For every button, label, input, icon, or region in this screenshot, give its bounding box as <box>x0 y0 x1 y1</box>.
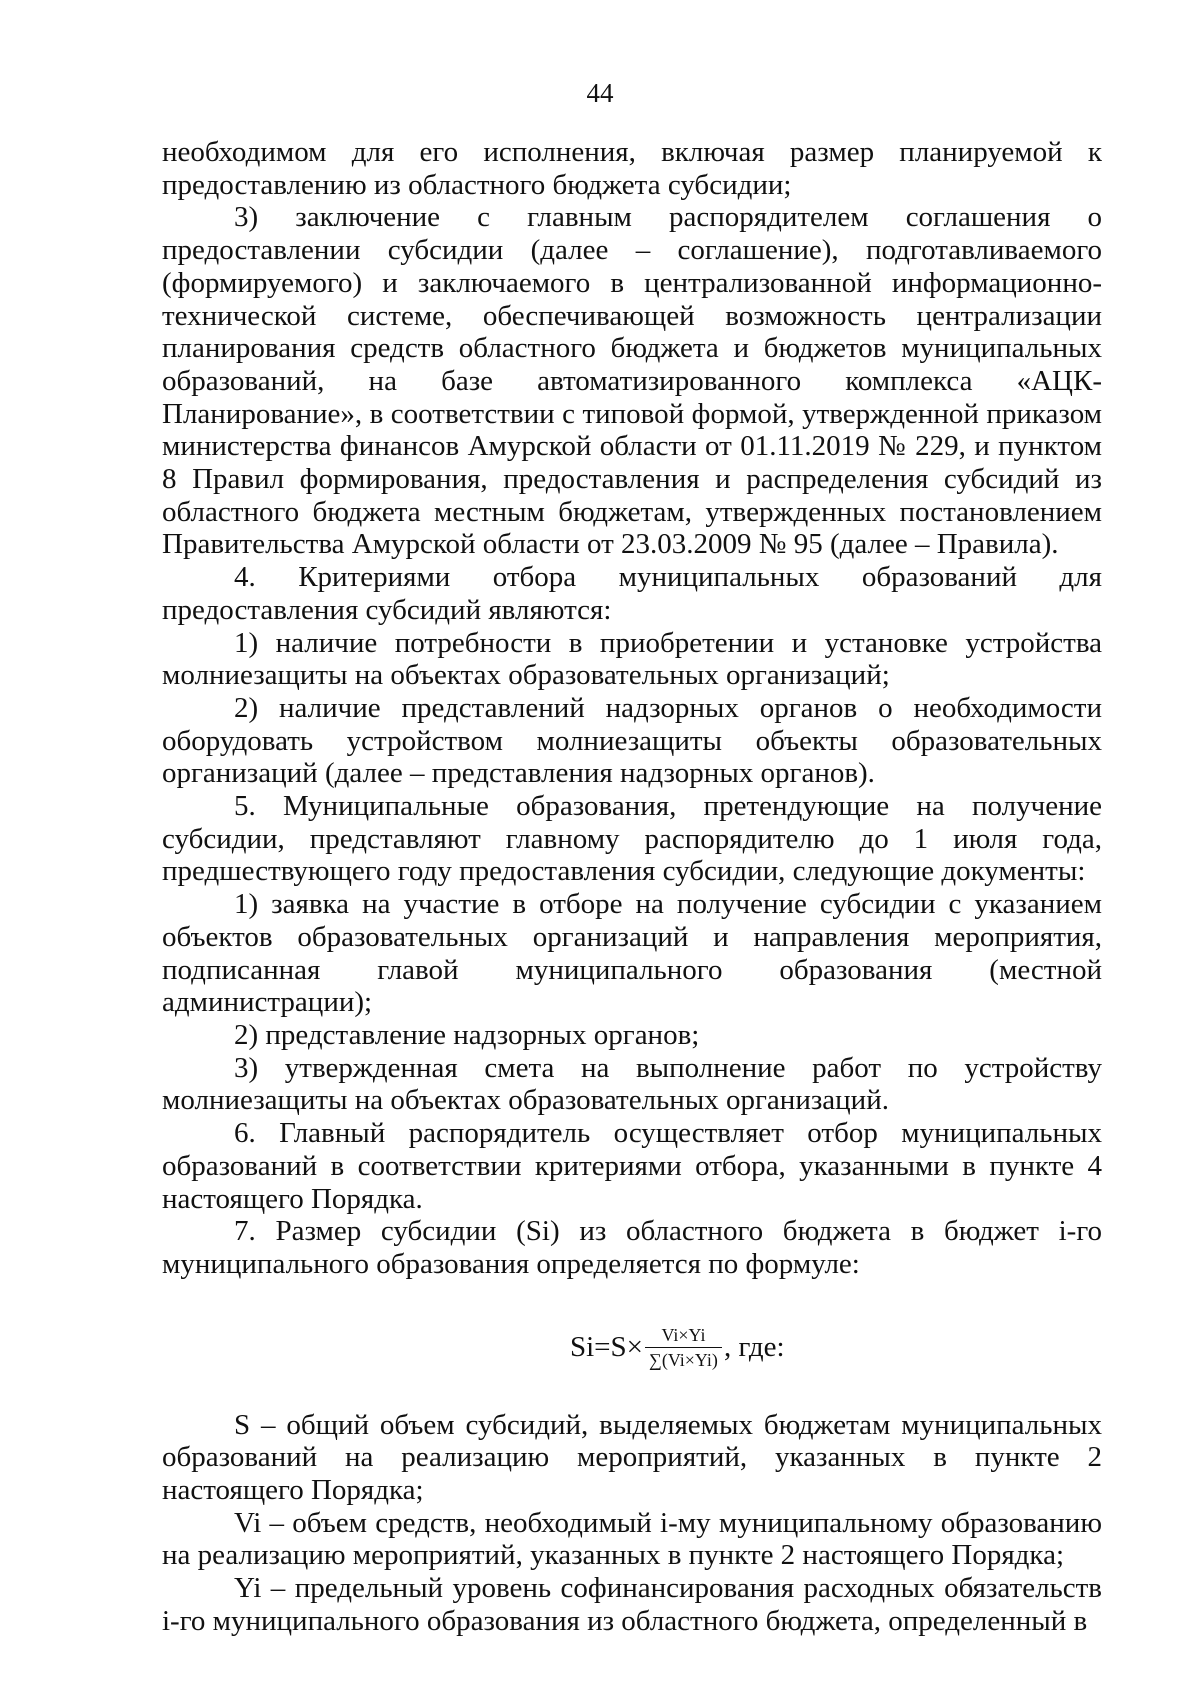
formula-lhs: Si=S× <box>570 1331 644 1364</box>
formula-fraction <box>645 1324 722 1371</box>
definition-s: S – общий объем субсидий, выделяемых бюджетам муниципальных образований на реализацию мероприятий, указанных в пункте 2 настоящего Порядка; <box>162 1408 1102 1507</box>
paragraph-document-1: 1) заявка на участие в отборе на получение субсидии с указанием объектов образовательных организаций и направления мероприятия, подписанная главой муниципального образования (местной администрации); <box>162 888 1102 1019</box>
subsidy-formula <box>162 1311 1102 1385</box>
definition-vi: Vi – объем средств, необходимый i-му муниципальному образованию на реализацию мероприятий, указанных в пункте 2 настоящего Порядка; <box>162 1506 1102 1572</box>
paragraph-criteria-2: 2) наличие представлений надзорных органов о необходимости оборудовать устройством молниезащиты объекты образовательных организаций (далее – представления надзорных органов). <box>162 691 1102 790</box>
formula-denominator: ∑(Vi×Yi) <box>645 1347 722 1371</box>
page-number: 44 <box>586 78 614 108</box>
formula-suffix: , где: <box>723 1331 785 1364</box>
paragraph-criteria-1: 1) наличие потребности в приобретении и установке устройства молниезащиты на объектах образовательных организаций; <box>162 626 1102 692</box>
paragraph-document-2: 2) представление надзорных органов; <box>234 1018 700 1051</box>
paragraph-section-4: 4. Критериями отбора муниципальных образований для предоставления субсидий являются: <box>162 561 1102 626</box>
document-body <box>162 136 1102 1638</box>
paragraph-section-5: 5. Муниципальные образования, претендующие на получение субсидии, представляют главному распорядителю до 1 июля года, предшествующего году предоставления субсидии, следующие документы: <box>162 790 1102 888</box>
paragraph-continuation: необходимом для его исполнения, включая размер планируемой к предоставлению из областного бюджета субсидии; <box>162 136 1102 201</box>
paragraph-item-3: 3) заключение с главным распорядителем соглашения о предоставлении субсидии (далее – соглашение), подготавливаемого (формируемого) и заключаемого в централизованной информационно-технической системе, обеспечивающей возможность централизации планирования средств областного бюджета и бюджетов муниципальных образований, на базе автоматизированного комплекса «АЦК-Планирование», в соответствии с типовой формой, утвержденной приказом министерства финансов Амурской области от 01.11.2019 № 229, и пунктом 8 Правил формирования, предоставления и распределения субсидий из областного бюджета местным бюджетам, утвержденных постановлением Правительства Амурской области от 23.03.2009 № 95 (далее – Правила). <box>162 201 1102 561</box>
paragraph-section-7: 7. Размер субсидии (Si) из областного бюджета в бюджет i-го муниципального образования определяется по формуле: <box>162 1215 1102 1280</box>
paragraph-section-6: 6. Главный распорядитель осуществляет отбор муниципальных образований в соответствии критериями отбора, указанными в пункте 4 настоящего Порядка. <box>162 1117 1102 1215</box>
formula-numerator: Vi×Yi <box>661 1325 706 1346</box>
paragraph-document-3: 3) утвержденная смета на выполнение работ по устройству молниезащиты на объектах образовательных организаций. <box>162 1051 1102 1117</box>
definition-yi: Yi – предельный уровень софинансирования расходных обязательств i-го муниципального образования из областного бюджета, определенный в <box>162 1572 1102 1637</box>
